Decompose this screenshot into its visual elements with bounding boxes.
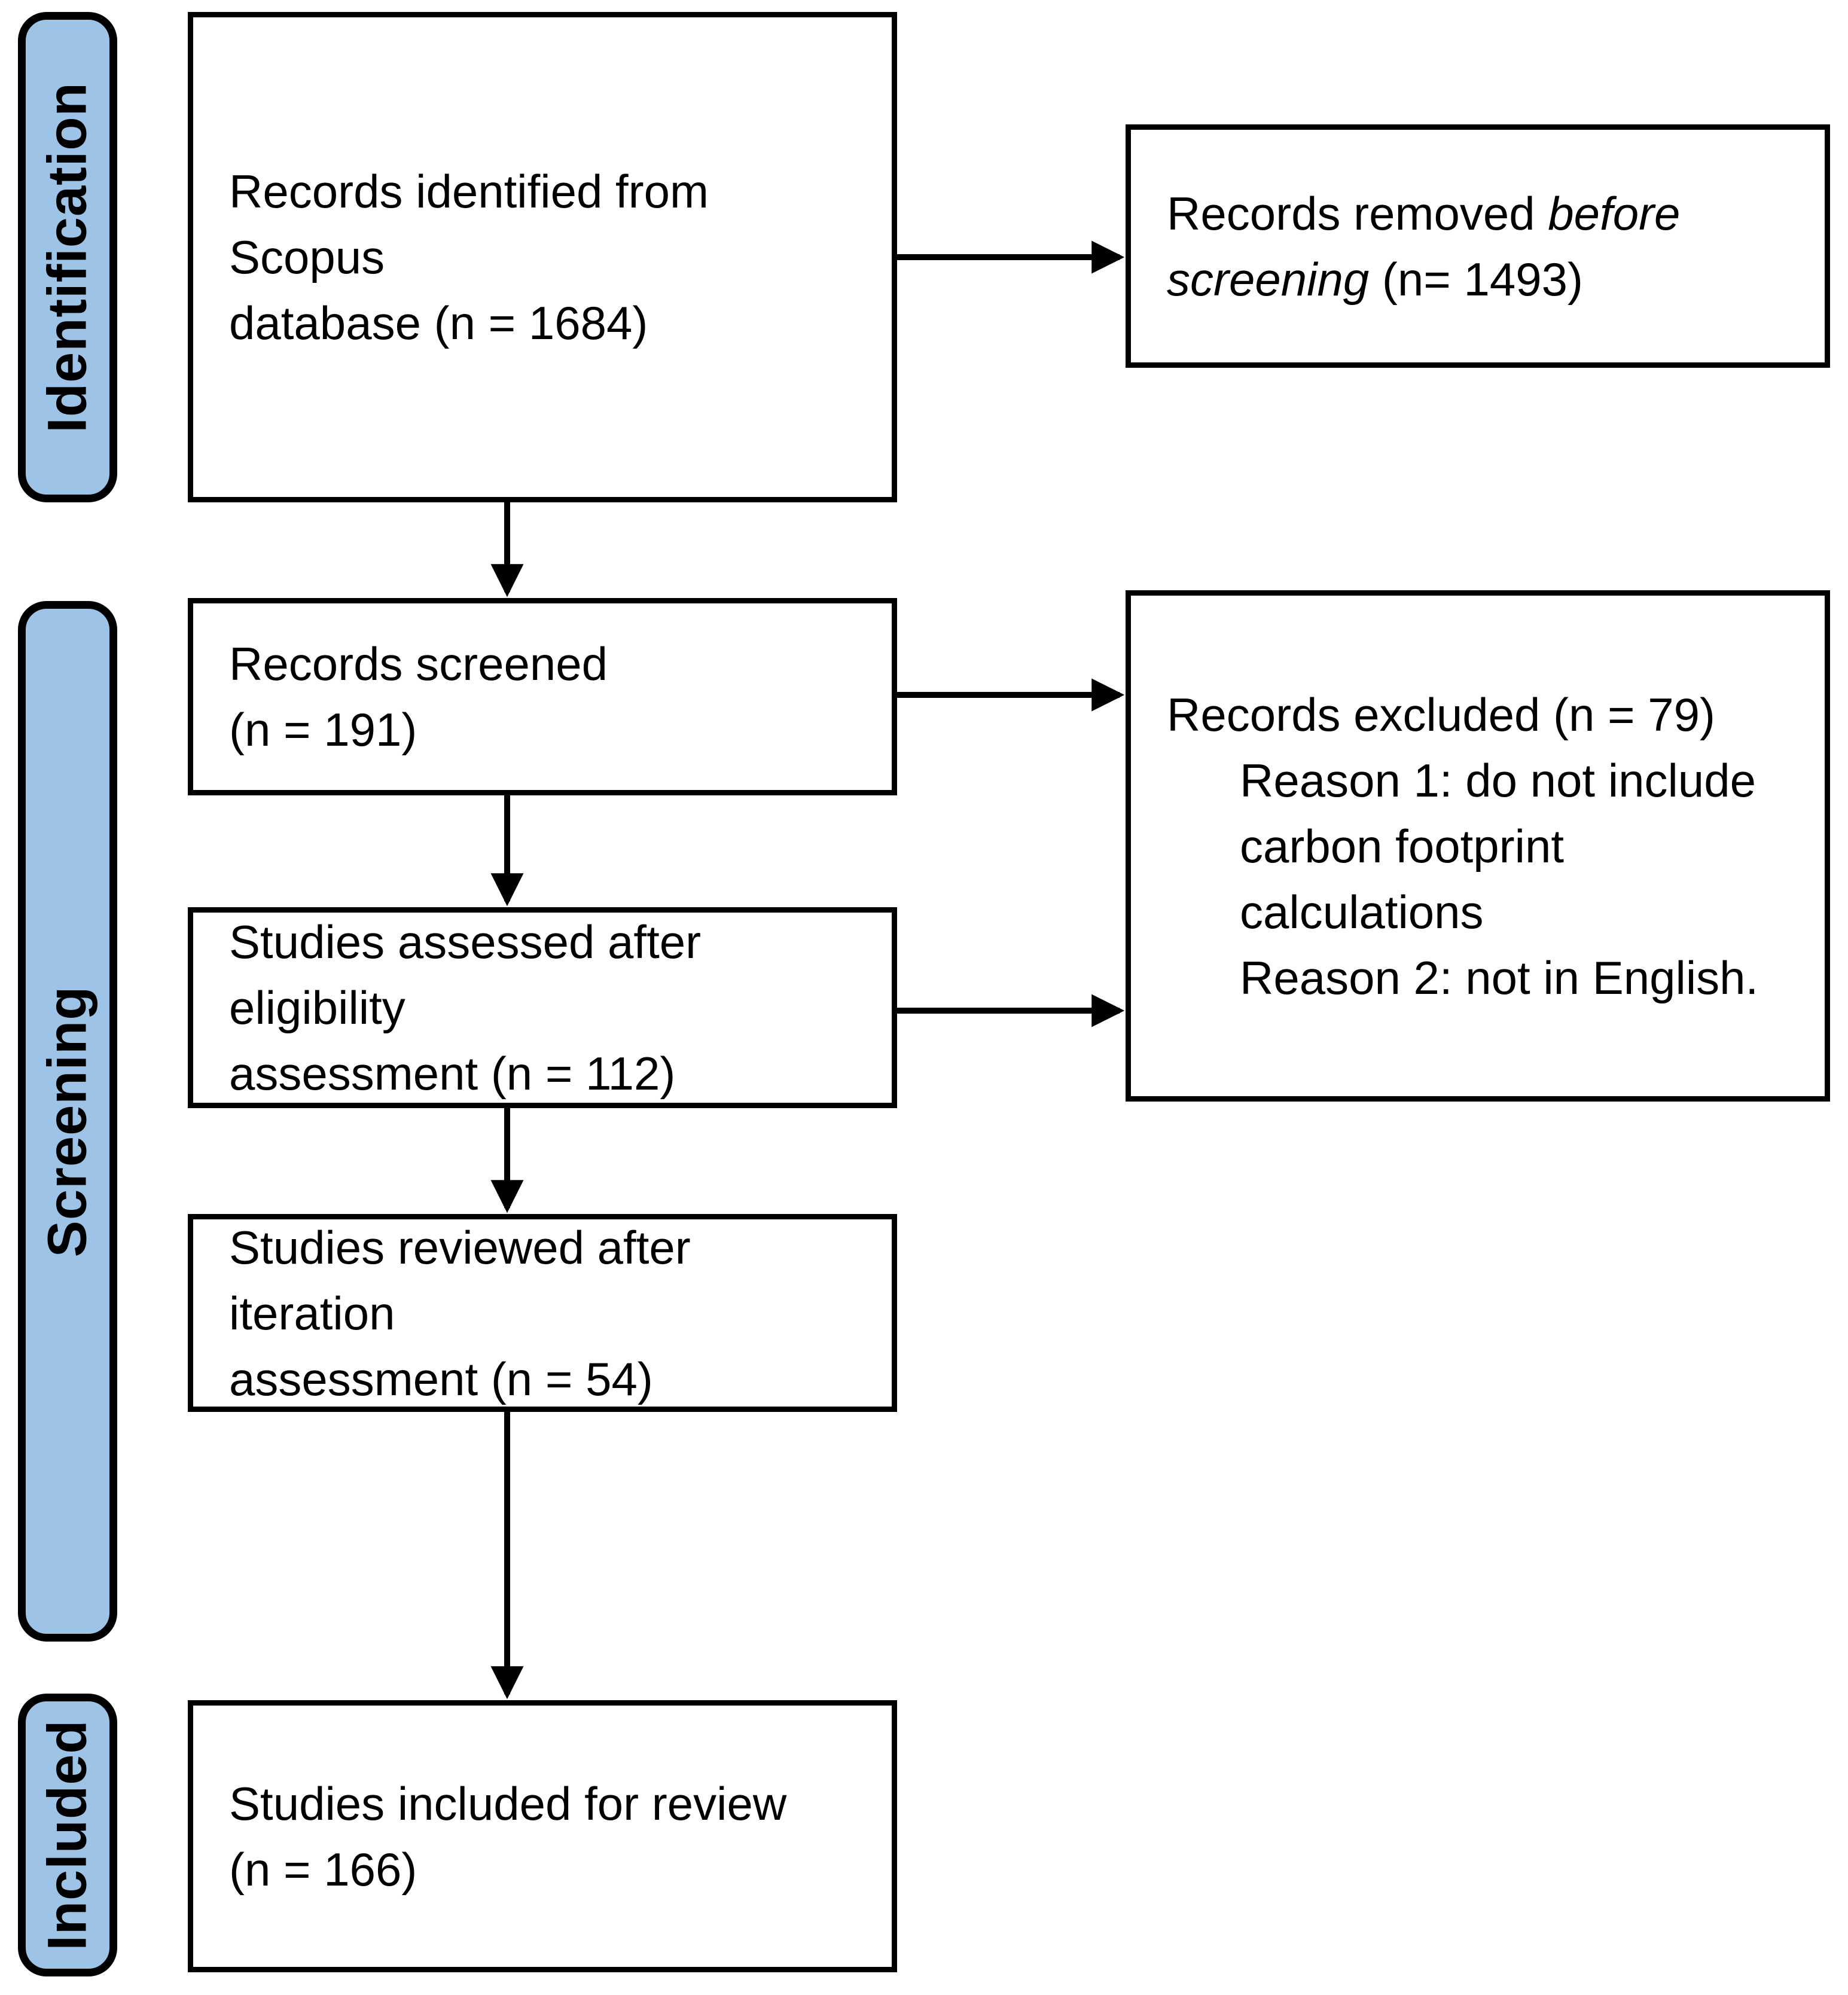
text-line: (n = 191) — [229, 703, 417, 756]
text-line: Reason 1: do not include — [1240, 754, 1756, 807]
box-records-identified — [188, 12, 897, 502]
text-line — [1167, 246, 1680, 312]
box-studies-reviewed — [188, 1214, 897, 1412]
box-records-excluded — [1126, 590, 1830, 1102]
stage-label-identification — [18, 12, 117, 502]
text-line: Studies included for review — [229, 1777, 787, 1830]
box-studies-included — [188, 1700, 897, 1972]
box-records-excluded-text — [1131, 682, 1825, 1011]
text-segment: (n= 1493) — [1369, 252, 1583, 306]
text-line: assessment (n = 112) — [229, 1047, 676, 1100]
box-records-removed-text — [1131, 181, 1704, 312]
box-studies-reviewed-text — [193, 1215, 892, 1412]
text-segment-italic: screening — [1167, 252, 1370, 306]
text-line: carbon footprint calculations — [1240, 819, 1565, 938]
box-records-removed — [1126, 124, 1830, 368]
text-line: Studies assessed after eligibility — [229, 916, 702, 1034]
text-segment-italic: before — [1548, 187, 1681, 240]
stage-label-included — [18, 1694, 117, 1976]
box-studies-assessed-text — [193, 909, 892, 1106]
text-line — [1167, 181, 1680, 246]
text-line: Studies reviewed after iteration — [229, 1221, 691, 1340]
text-line: assessment (n = 54) — [229, 1352, 653, 1405]
text-line: database (n = 1684) — [229, 297, 648, 349]
text-line: Records identified from Scopus — [229, 165, 709, 283]
stage-label-identification-text: Identification — [36, 81, 98, 433]
stage-label-screening — [18, 601, 117, 1642]
box-records-screened-text — [193, 631, 632, 762]
text-line: Records excluded (n = 79) — [1167, 688, 1715, 741]
text-line: Reason 2: not in English. — [1240, 951, 1759, 1004]
box-studies-assessed — [188, 907, 897, 1108]
stage-label-screening-text: Screening — [36, 986, 98, 1257]
text-line: (n = 166) — [229, 1843, 417, 1896]
text-segment: Records removed — [1167, 187, 1548, 240]
box-records-identified-text — [193, 158, 892, 356]
stage-label-included-text: Included — [36, 1719, 98, 1951]
text-line: Records screened — [229, 637, 608, 690]
box-studies-included-text — [193, 1771, 810, 1902]
box-records-screened — [188, 598, 897, 795]
